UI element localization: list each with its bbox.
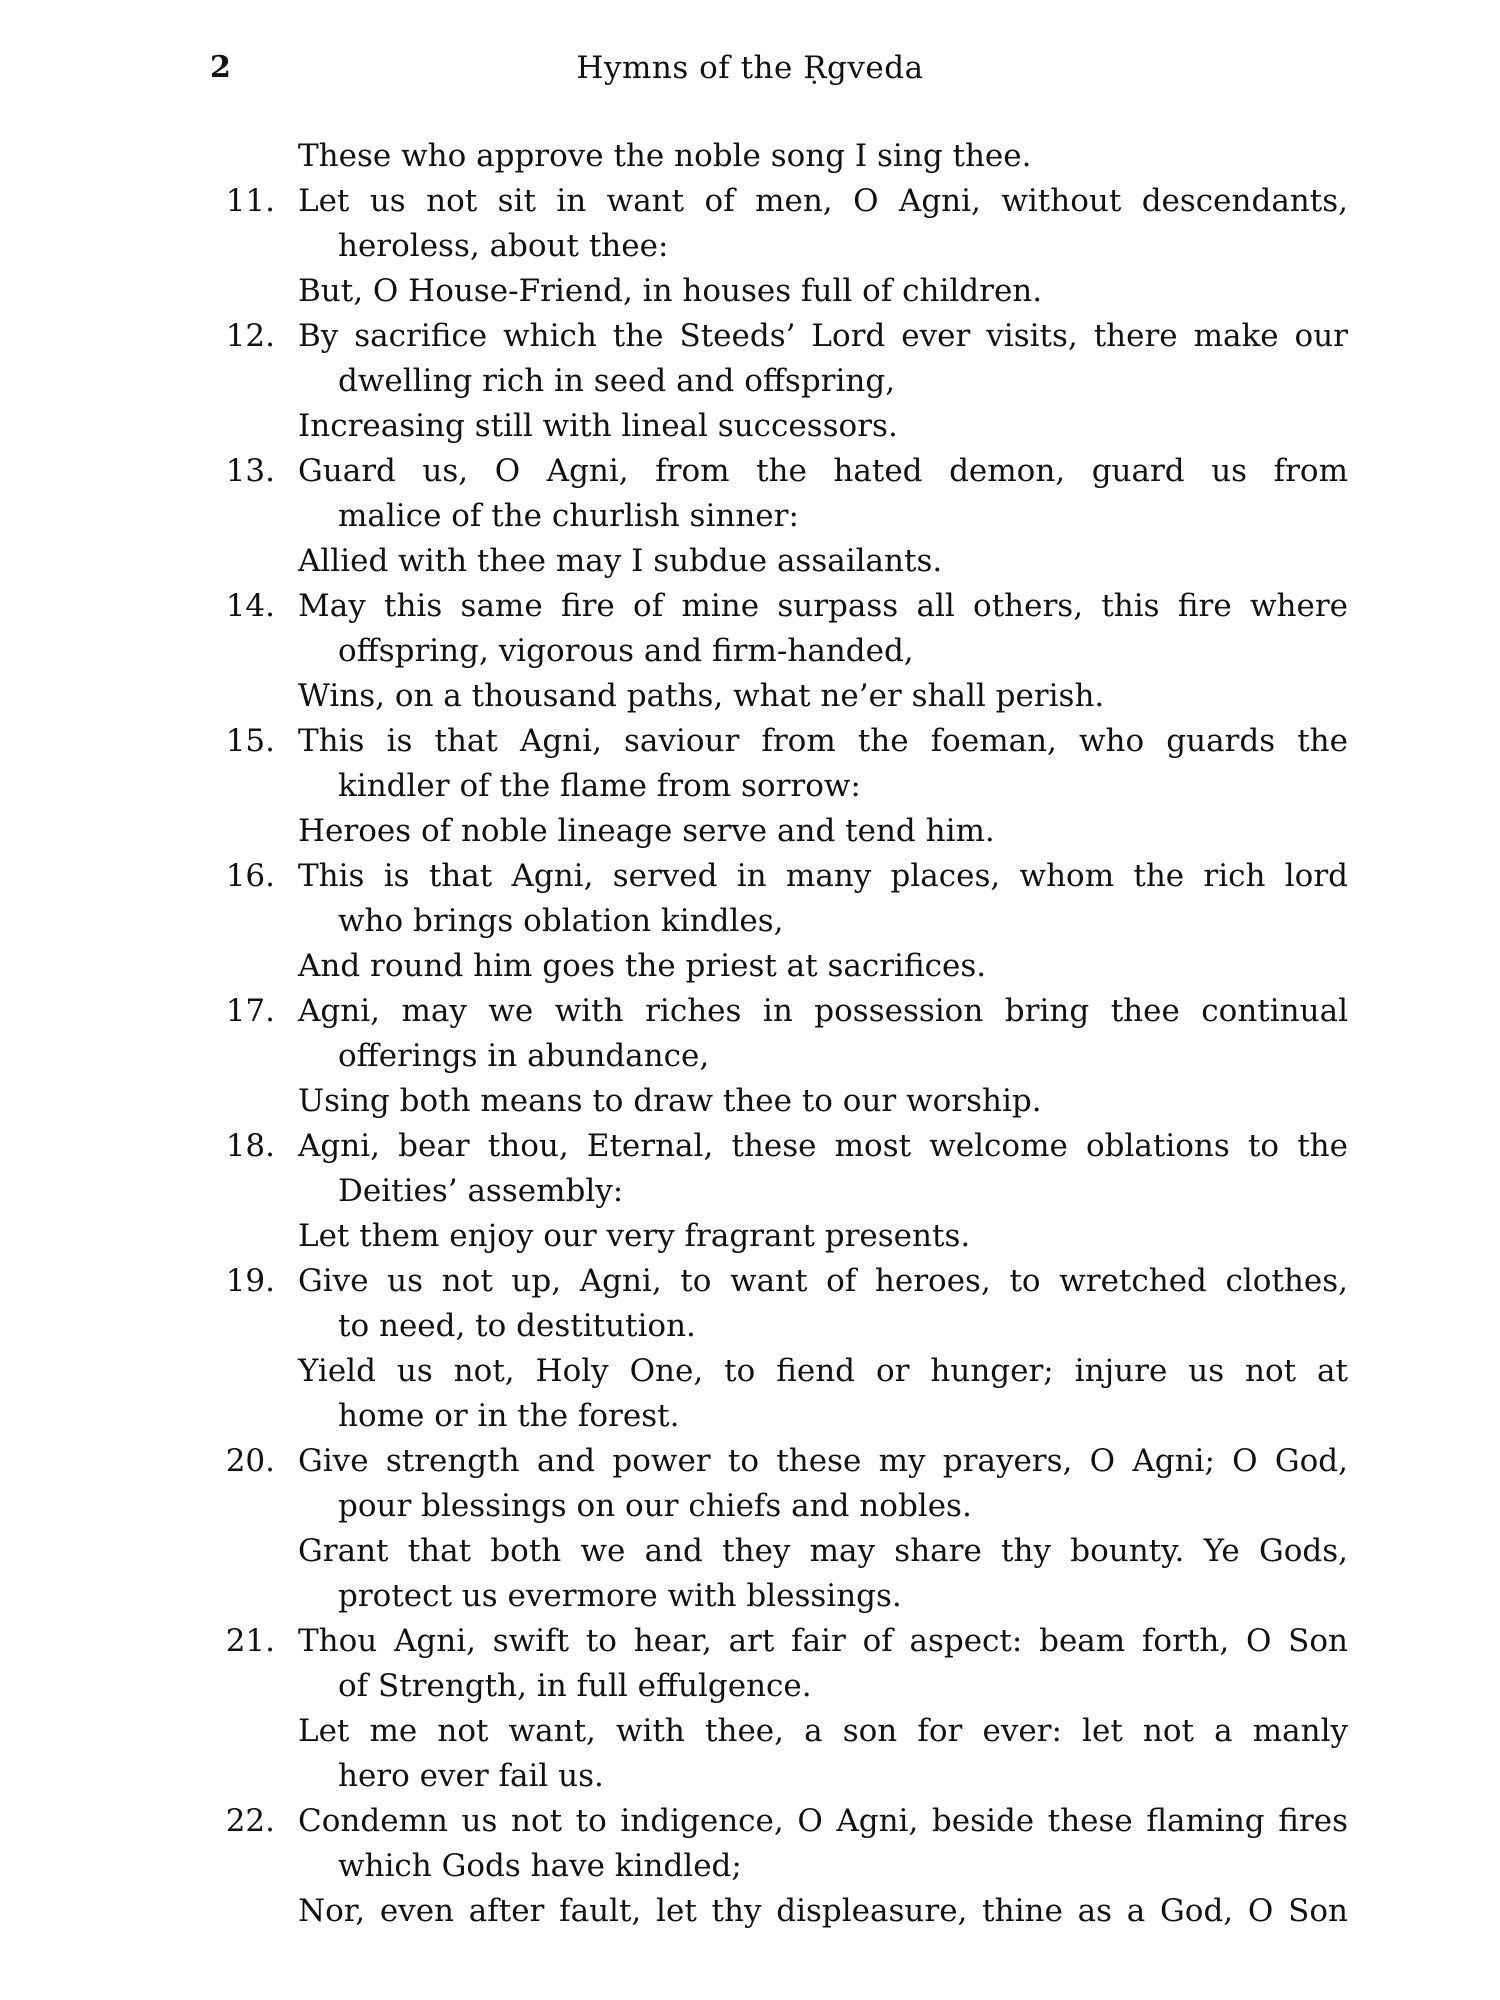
verse-line [0,674,1500,719]
hymn-text [0,134,1500,1934]
verse-text: Yield us not, Holy One, to fiend or hunger; injure us not at [298,1353,1348,1389]
verse-text: Give us not up, Agni, to want of heroes, to wretched clothes, [298,1263,1348,1299]
verse-line [0,1394,1500,1439]
verse-line [0,1349,1500,1394]
verse-number: 21. [225,1623,275,1659]
verse-line [0,269,1500,314]
verse-line [0,584,1500,629]
verse-line [0,719,1500,764]
verse-line [0,1304,1500,1349]
verse-text: Guard us, O Agni, from the hated demon, guard us from [298,453,1348,489]
verse-text: These who approve the noble song I sing thee. [298,138,1032,174]
verse-line [0,494,1500,539]
verse-line [0,134,1500,179]
verse-text: Condemn us not to indigence, O Agni, beside these flaming fires [298,1803,1348,1839]
verse-number: 19. [225,1263,275,1299]
verse-line [0,1214,1500,1259]
verse-text: to need, to destitution. [338,1308,696,1344]
verse-text: Let them enjoy our very fragrant presents. [298,1218,971,1254]
verse-number: 16. [225,858,275,894]
verse-line [0,1889,1500,1934]
verse-line [0,1754,1500,1799]
running-head [0,50,1500,100]
verse-text: kindler of the flame from sorrow: [338,768,861,804]
verse-number: 14. [225,588,275,624]
verse-text: malice of the churlish sinner: [338,498,799,534]
verse-text: Heroes of noble lineage serve and tend him. [298,813,995,849]
verse-line [0,989,1500,1034]
verse-line [0,359,1500,404]
verse-line [0,764,1500,809]
verse-text: Wins, on a thousand paths, what ne’er shall perish. [298,678,1105,714]
verse-text: pour blessings on our chiefs and nobles. [338,1488,972,1524]
verse-number: 22. [225,1803,275,1839]
verse-text: This is that Agni, saviour from the foeman, who guards the [298,723,1348,759]
verse-line [0,944,1500,989]
verse-line [0,1619,1500,1664]
verse-text: Agni, may we with riches in possession bring thee continual [298,993,1348,1029]
verse-line [0,1169,1500,1214]
verse-text: who brings oblation kindles, [338,903,784,939]
verse-line [0,404,1500,449]
verse-line [0,449,1500,494]
verse-line [0,629,1500,674]
verse-number: 20. [225,1443,275,1479]
verse-line [0,179,1500,224]
verse-text: offspring, vigorous and firm-handed, [338,633,914,669]
verse-text: of Strength, in full effulgence. [338,1668,812,1704]
verse-text: But, O House-Friend, in houses full of children. [298,273,1043,309]
verse-line [0,1439,1500,1484]
verse-line [0,1574,1500,1619]
verse-line [0,1844,1500,1889]
verse-number: 15. [225,723,275,759]
verse-text: heroless, about thee: [338,228,669,264]
verse-number: 18. [225,1128,275,1164]
verse-text: Let us not sit in want of men, O Agni, without descendants, [298,183,1348,219]
verse-line [0,1529,1500,1574]
verse-line [0,1034,1500,1079]
page-number: 2 [210,50,231,85]
verse-text: Increasing still with lineal successors. [298,408,898,444]
verse-text: hero ever fail us. [338,1758,604,1794]
verse-text: This is that Agni, served in many places, whom the rich lord [298,858,1348,894]
verse-line [0,899,1500,944]
verse-line [0,314,1500,359]
verse-text: Using both means to draw thee to our worship. [298,1083,1042,1119]
verse-line [0,1484,1500,1529]
verse-line [0,1664,1500,1709]
verse-line [0,1709,1500,1754]
verse-text: Allied with thee may I subdue assailants. [298,543,943,579]
verse-text: Thou Agni, swift to hear, art fair of aspect: beam forth, O Son [298,1623,1348,1659]
verse-line [0,854,1500,899]
verse-text: protect us evermore with blessings. [338,1578,902,1614]
verse-line [0,1079,1500,1124]
book-title: Hymns of the Ṛgveda [576,50,924,86]
verse-line [0,224,1500,269]
verse-text: Agni, bear thou, Eternal, these most welcome oblations to the [298,1128,1348,1164]
verse-text: May this same fire of mine surpass all others, this fire where [298,588,1348,624]
verse-text: home or in the forest. [338,1398,680,1434]
verse-text: And round him goes the priest at sacrifices. [298,948,987,984]
verse-text: Deities’ assembly: [338,1173,624,1209]
verse-line [0,809,1500,854]
verse-text: offerings in abundance, [338,1038,710,1074]
verse-text: Grant that both we and they may share thy bounty. Ye Gods, [298,1533,1348,1569]
verse-text: Let me not want, with thee, a son for ever: let not a manly [298,1713,1348,1749]
verse-text: By sacrifice which the Steeds’ Lord ever visits, there make our [298,318,1348,354]
verse-text: Nor, even after fault, let thy displeasure, thine as a God, O Son [298,1893,1348,1929]
verse-number: 17. [225,993,275,1029]
verse-line [0,539,1500,584]
verse-text: which Gods have kindled; [338,1848,742,1884]
verse-line [0,1799,1500,1844]
verse-text: Give strength and power to these my prayers, O Agni; O God, [298,1443,1348,1479]
verse-number: 12. [225,318,275,354]
verse-line [0,1259,1500,1304]
verse-line [0,1124,1500,1169]
verse-number: 13. [225,453,275,489]
verse-number: 11. [225,183,275,219]
verse-text: dwelling rich in seed and offspring, [338,363,896,399]
